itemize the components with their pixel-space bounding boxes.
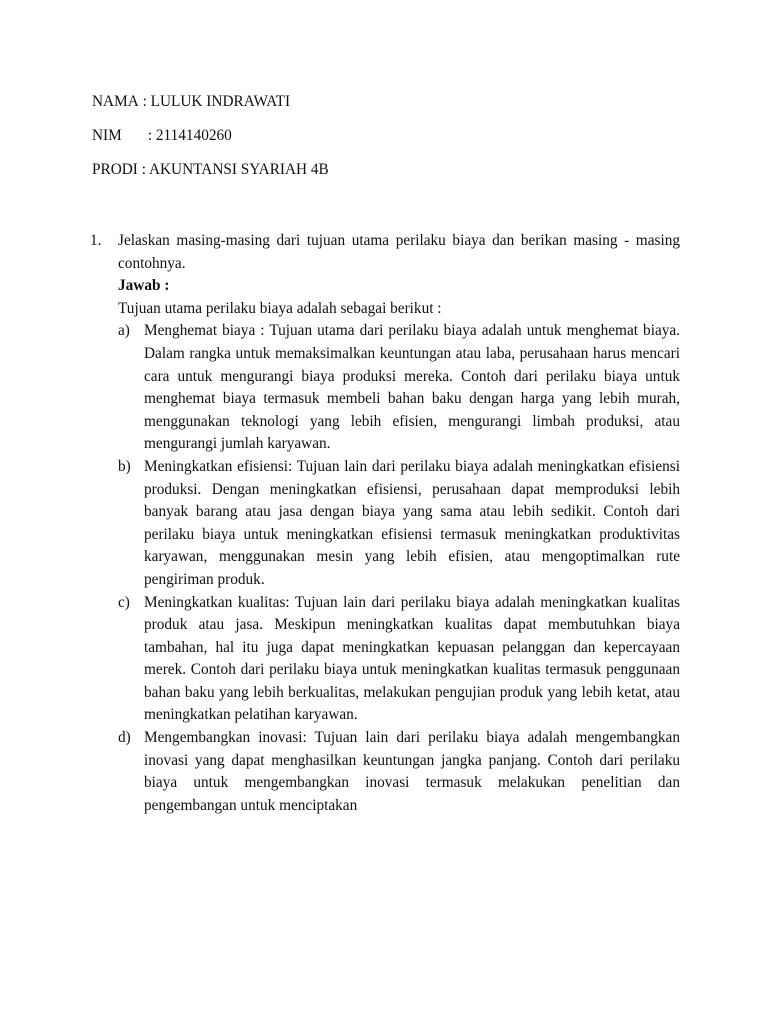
list-item-text: Meningkatkan kualitas: Tujuan lain dari perilaku biaya adalah meningkatkan kualitas produk atau jasa. Meskipun meningkatkan kualitas dapat membutuhkan biaya tambahan, hal itu juga dapat meningkatkan kepuasan pelanggan dan kepercayaan merek. Contoh dari perilaku biaya untuk meningkatkan kualitas termasuk penggunaan bahan baku yang lebih berkualitas, melakukan pengujian produk yang lebih ketat, atau meningkatkan pelatihan karyawan.: [144, 593, 680, 724]
list-item-marker: d): [118, 729, 131, 747]
list-item-text: Mengembangkan inovasi: Tujuan lain dari perilaku biaya adalah mengembangkan inovasi yang dapat menghasilkan keuntungan jangka panjang. Contoh dari perilaku biaya untuk mengembangkan inovasi termasuk melakukan penelitian dan pengembangan untuk menciptakan: [144, 729, 680, 814]
question-text: Jelaskan masing-masing dari tujuan utama perilaku biaya dan berikan masing - masing contohnya.: [118, 232, 680, 272]
list-item: [118, 592, 680, 728]
nim-label: NIM: [92, 127, 122, 144]
nama-value: : LULUK INDRAWATI: [142, 93, 291, 110]
list-item-marker: b): [118, 457, 131, 475]
list-item-marker: c): [118, 593, 130, 611]
question-body: [118, 230, 680, 817]
answer-list: [118, 320, 680, 817]
header-nama: [92, 92, 290, 112]
list-item: [118, 727, 680, 817]
list-item-text: Meningkatkan efisiensi: Tujuan lain dari perilaku biaya adalah meningkatkan efisiensi produksi. Dengan meningkatkan efisiensi, perusahaan dapat memproduksi lebih banyak barang atau jasa dengan biaya yang sama atau lebih sedikit. Contoh dari perilaku biaya untuk meningkatkan efisiensi termasuk meningkatkan produktivitas karyawan, menggunakan mesin yang lebih efisien, atau mengoptimalkan rute pengiriman produk.: [144, 457, 680, 588]
list-item-marker: a): [118, 322, 130, 340]
question-1: [90, 230, 680, 817]
question-row: [90, 230, 680, 817]
list-item-text: Menghemat biaya : Tujuan utama dari perilaku biaya adalah untuk menghemat biaya. Dalam rangka untuk memaksimalkan keuntungan atau laba, perusahaan harus mencari cara untuk mengurangi biaya produksi mereka. Contoh dari perilaku biaya untuk menghemat biaya termasuk membeli bahan baku dengan harga yang lebih murah, menggunakan teknologi yang lebih efisien, mengurangi limbah produksi, atau mengurangi jumlah karyawan.: [144, 322, 680, 453]
answer-intro: Tujuan utama perilaku biaya adalah sebagai berikut :: [118, 299, 442, 317]
nama-label: NAMA: [92, 93, 139, 110]
nim-value: : 2114140260: [147, 127, 232, 144]
question-number: 1.: [90, 232, 102, 249]
header-nim: [92, 126, 232, 146]
list-item: [118, 320, 680, 456]
prodi-label: PRODI: [92, 161, 138, 178]
answer-label: Jawab :: [118, 277, 170, 295]
header-prodi: [92, 160, 329, 180]
list-item: [118, 456, 680, 592]
prodi-value: : AKUNTANSI SYARIAH 4B: [141, 161, 329, 178]
